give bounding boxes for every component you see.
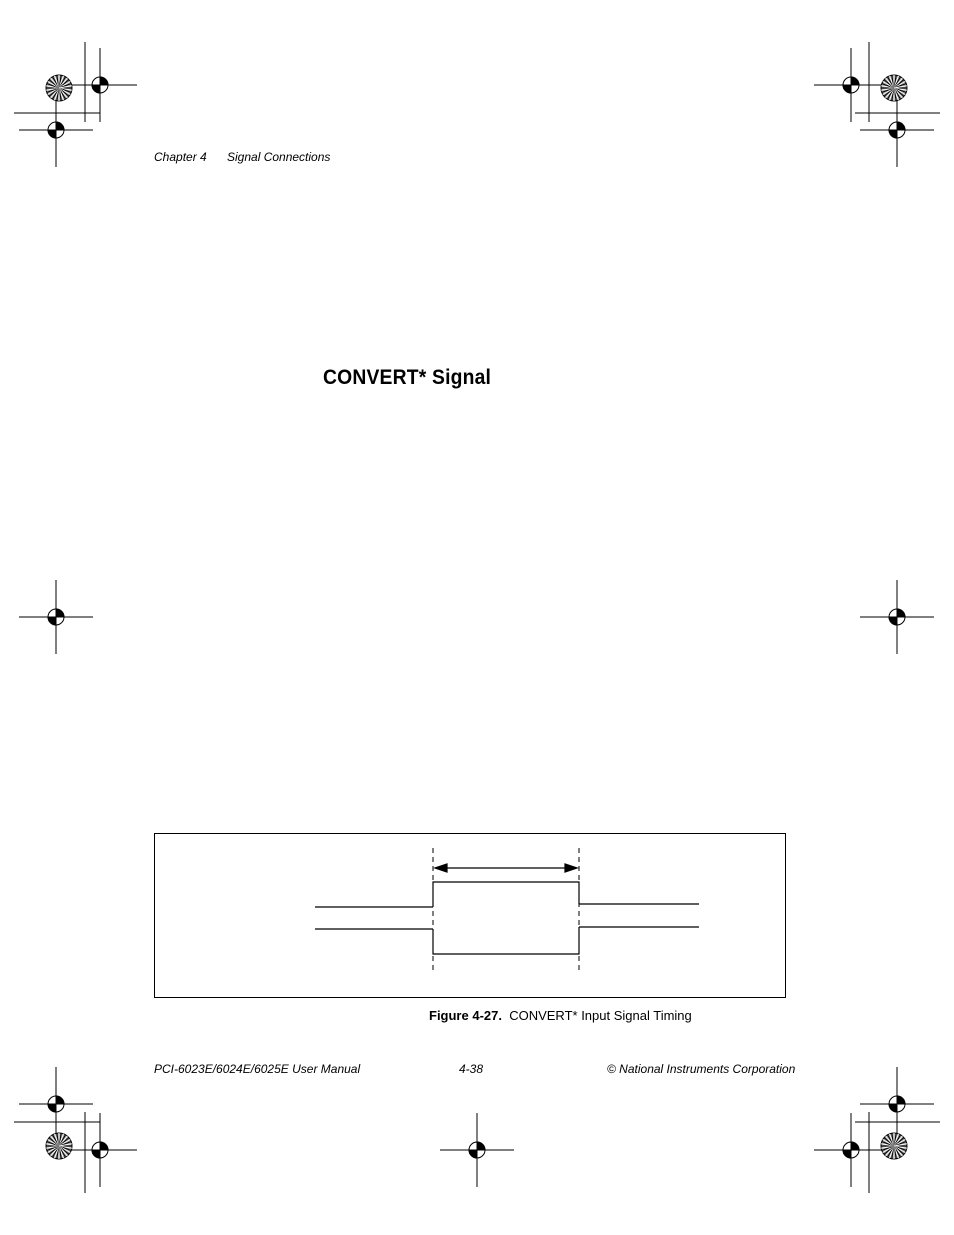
crosshair-mark	[19, 93, 93, 167]
starburst-mark	[881, 75, 907, 101]
header-section: Signal Connections	[227, 150, 331, 164]
figure-caption	[429, 1008, 692, 1023]
crosshair-mark	[440, 1113, 514, 1187]
crosshair-mark	[814, 1113, 888, 1187]
crosshair-mark	[860, 93, 934, 167]
crosshair-mark	[814, 48, 888, 122]
starburst-mark	[46, 75, 72, 101]
figure-caption-text: CONVERT* Input Signal Timing	[509, 1008, 692, 1023]
crosshair-mark	[860, 1067, 934, 1141]
header-chapter: Chapter 4	[154, 150, 207, 164]
crosshair-mark	[19, 1067, 93, 1141]
section-title: CONVERT* Signal	[323, 366, 492, 389]
crosshair-mark	[63, 1113, 137, 1187]
footer-copyright: © National Instruments Corporation	[607, 1062, 796, 1076]
starburst-mark	[46, 1133, 72, 1159]
starburst-mark	[881, 1133, 907, 1159]
timing-diagram-svg	[155, 834, 785, 997]
footer-page-number: 4-38	[459, 1062, 484, 1076]
figure-number: Figure 4-27.	[429, 1008, 502, 1023]
crosshair-mark	[860, 580, 934, 654]
crosshair-mark	[63, 48, 137, 122]
crosshair-mark	[19, 580, 93, 654]
footer-manual-title: PCI-6023E/6024E/6025E User Manual	[154, 1062, 361, 1076]
figure-timing-diagram	[154, 833, 786, 998]
